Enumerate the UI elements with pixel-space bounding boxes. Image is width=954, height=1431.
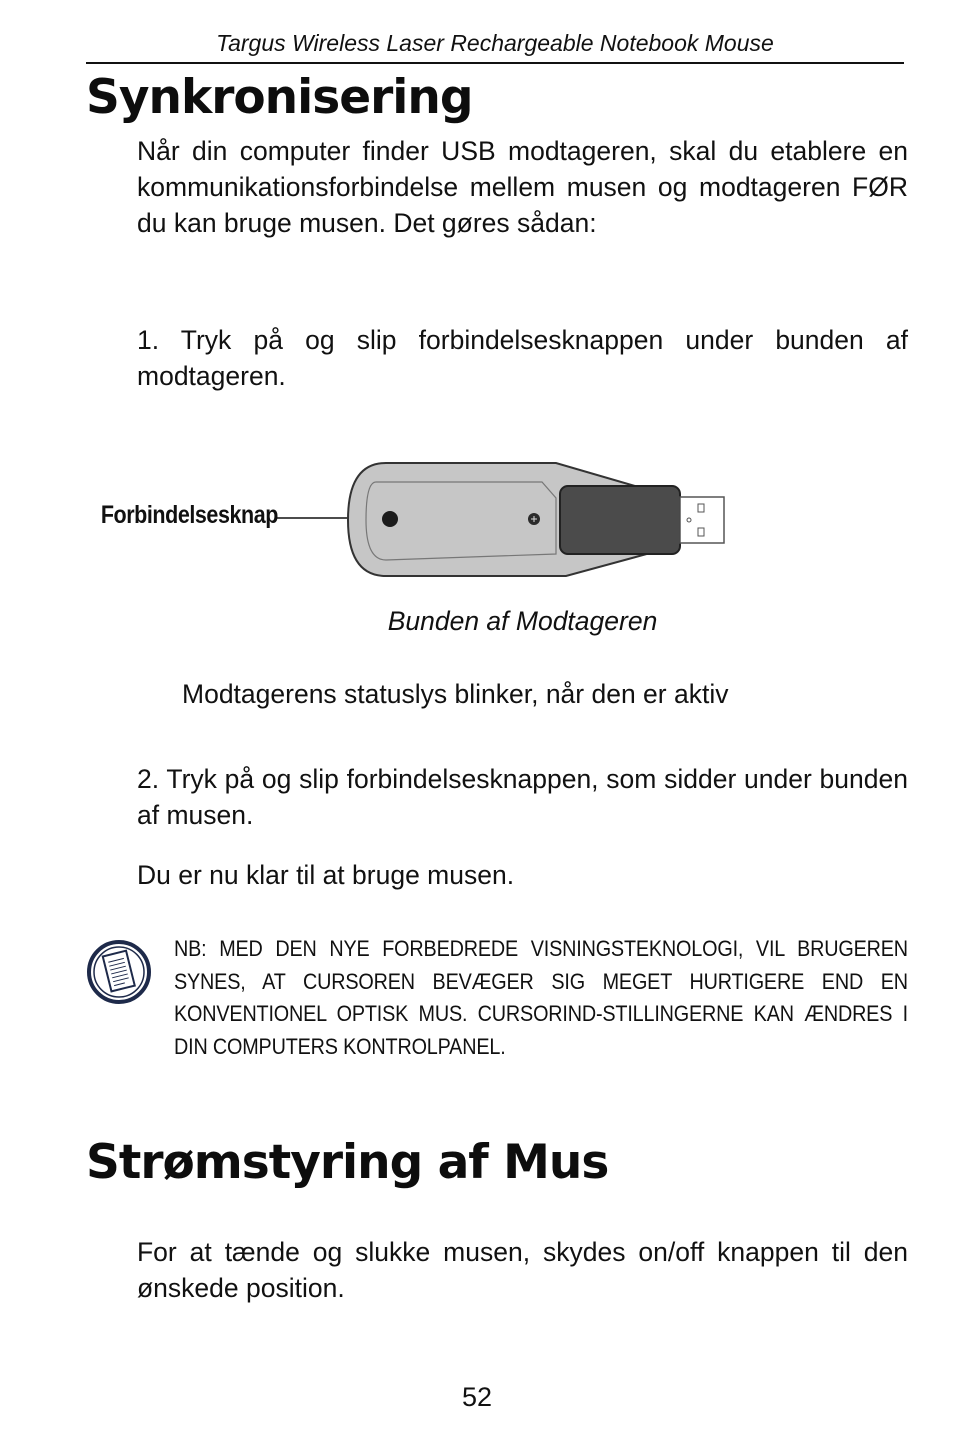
power-paragraph: For at tænde og slukke musen, skydes on/off knappen til den ønskede position. xyxy=(137,1237,908,1303)
note-text: NB: MED DEN NYE FORBEDREDE VISNINGSTEKNOLOGI, VIL BRUGEREN SYNES, AT CURSOREN BEVÆGER SIG MEGET HURTIGERE END EN KONVENTIONEL OPTISK MUS. CURSORIND-STILLINGERNE KAN ÆNDRES I DIN COMPUTERS KONTROLPANEL. xyxy=(174,936,908,1059)
page-number: 52 xyxy=(461,1382,493,1412)
receiver-cap xyxy=(560,486,680,554)
running-header: Targus Wireless Laser Rechargeable Notebook Mouse xyxy=(216,30,774,56)
step-2-paragraph: 2. Tryk på og slip forbindelsesknappen, som sidder under bunden af musen. xyxy=(137,764,908,830)
ready-paragraph: Du er nu klar til at bruge musen. xyxy=(137,860,515,890)
sync-intro-paragraph: Når din computer finder USB modtageren, skal du etablere en kommunikationsforbindelse mellem musen og modtageren FØR du kan bruge musen. Det gøres sådan: xyxy=(137,136,908,238)
header-rule xyxy=(86,62,904,64)
status-light-note: Modtagerens statuslys blinker, når den er aktiv xyxy=(182,679,729,709)
connect-button-icon xyxy=(382,511,398,527)
heading-synchronization: Synkronisering xyxy=(86,70,473,125)
heading-power-management: Strømstyring af Mus xyxy=(86,1135,609,1190)
figure-caption: Bunden af Modtageren xyxy=(387,606,658,636)
connect-button-label-wrap xyxy=(86,499,278,533)
step-1-paragraph: 1. Tryk på og slip forbindelsesknappen under bunden af modtageren. xyxy=(137,325,908,391)
note-icon xyxy=(86,936,154,1006)
connect-button-label: Forbindelsesknap xyxy=(100,501,278,529)
